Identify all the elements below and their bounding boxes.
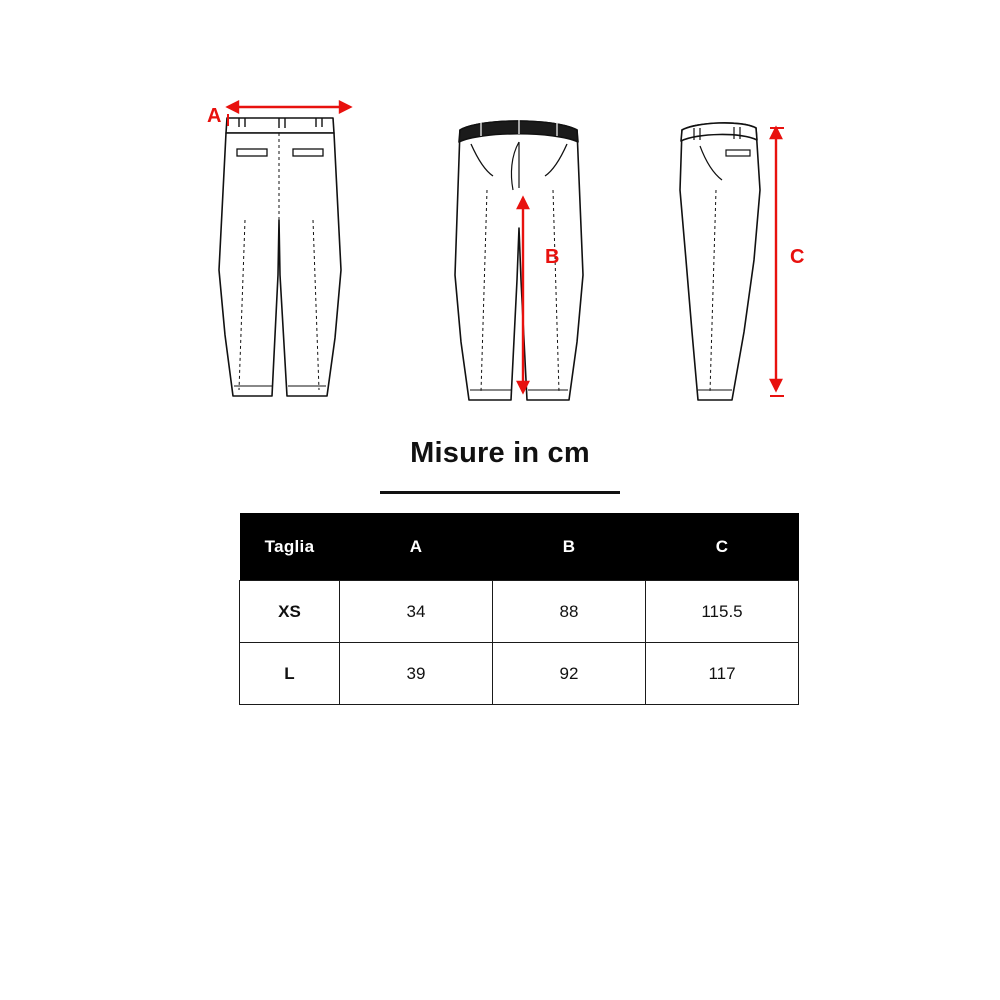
cell-b: 92 bbox=[493, 643, 646, 705]
measurement-label-c: C bbox=[790, 246, 805, 268]
title-divider bbox=[380, 491, 620, 494]
column-header-size: Taglia bbox=[240, 513, 340, 581]
cell-c: 117 bbox=[646, 643, 799, 705]
title-block bbox=[0, 437, 1000, 494]
column-header-b: B bbox=[493, 513, 646, 581]
cell-size: XS bbox=[240, 581, 340, 643]
column-header-a: A bbox=[340, 513, 493, 581]
cell-size: L bbox=[240, 643, 340, 705]
size-table bbox=[239, 513, 799, 705]
page-title: Misure in cm bbox=[410, 437, 590, 469]
trousers-back-figure bbox=[435, 70, 605, 410]
trousers-side-figure bbox=[660, 70, 830, 410]
table-header-row bbox=[240, 513, 799, 581]
cell-a: 39 bbox=[340, 643, 493, 705]
measurement-label-a: A bbox=[207, 105, 222, 127]
measurement-label-b: B bbox=[545, 246, 560, 268]
cell-a: 34 bbox=[340, 581, 493, 643]
column-header-c: C bbox=[646, 513, 799, 581]
table-row bbox=[240, 581, 799, 643]
cell-b: 88 bbox=[493, 581, 646, 643]
table-row bbox=[240, 643, 799, 705]
illustration-area bbox=[0, 0, 1000, 420]
cell-c: 115.5 bbox=[646, 581, 799, 643]
